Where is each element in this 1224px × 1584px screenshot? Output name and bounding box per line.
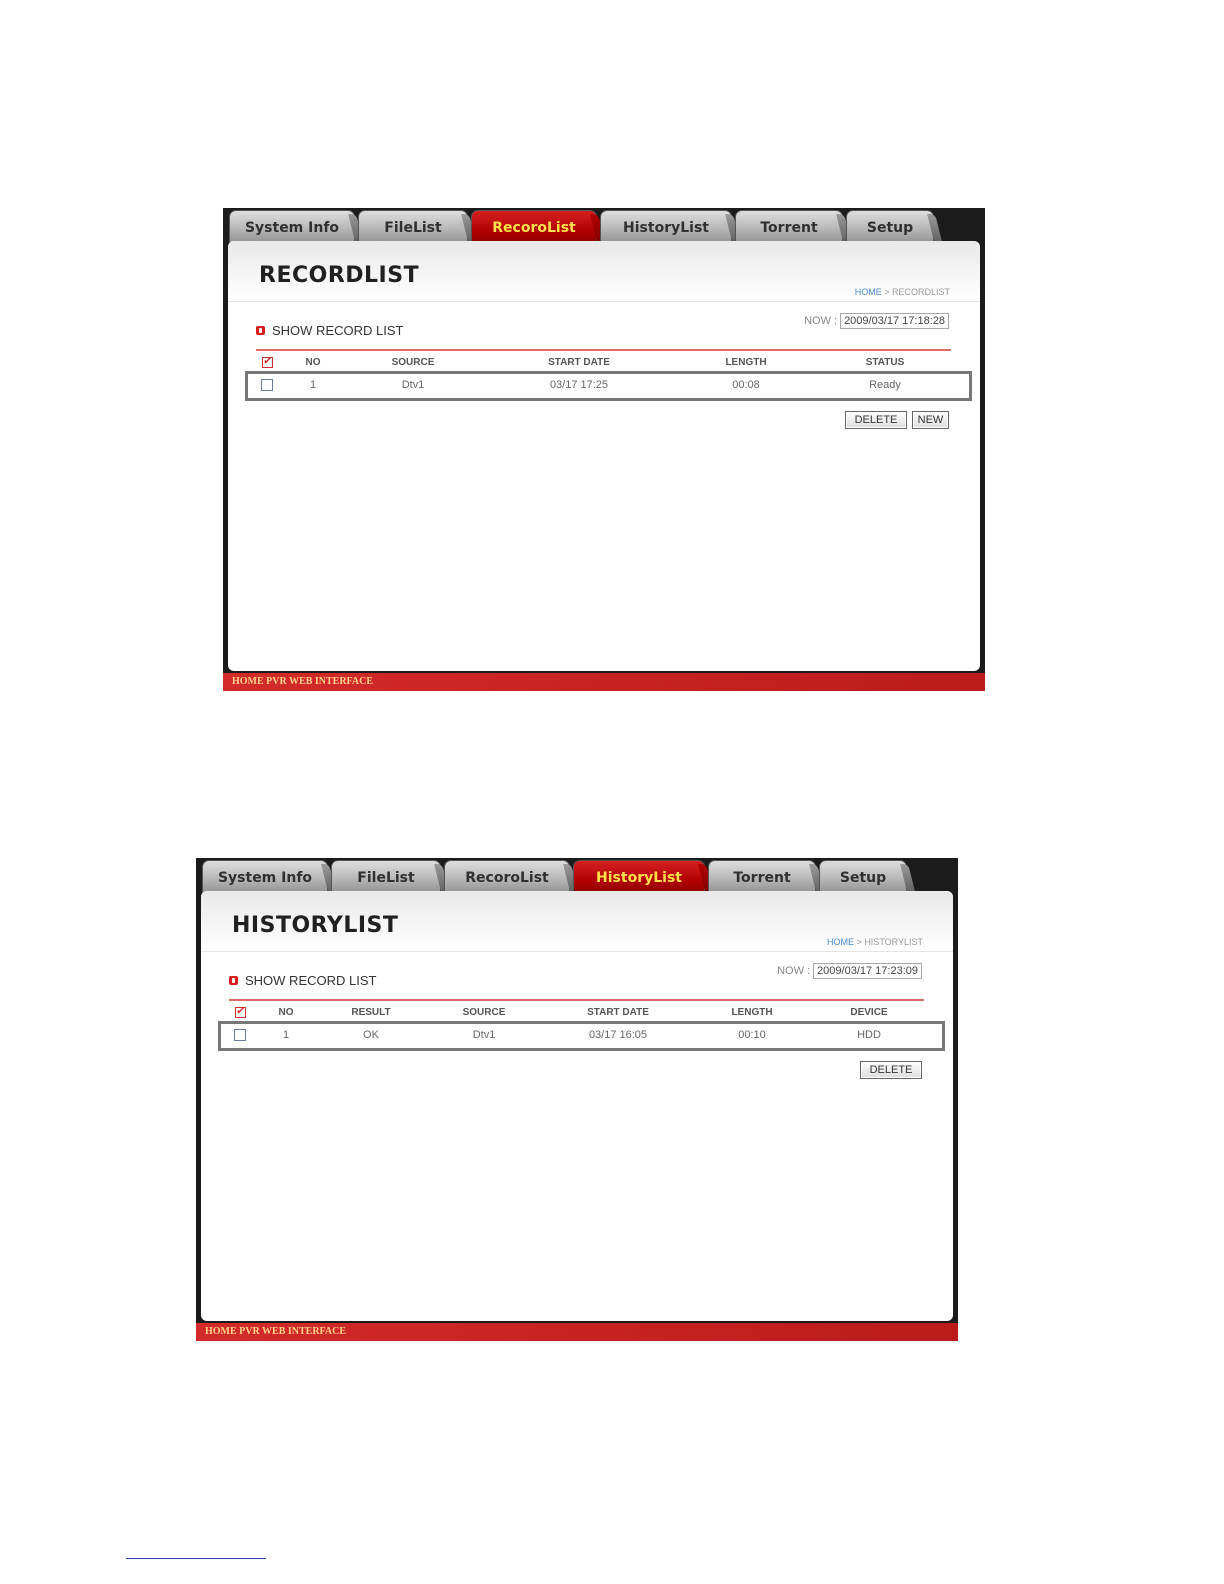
bullet-icon — [229, 976, 238, 985]
content-panel — [201, 891, 953, 1321]
col-result: RESULT — [351, 1007, 391, 1018]
breadcrumb-home-link[interactable]: HOME — [854, 287, 882, 297]
footer-bar — [223, 673, 985, 691]
tab-torrent[interactable]: Torrent — [708, 860, 816, 894]
select-all-cell — [256, 357, 278, 371]
delete-button[interactable]: DELETE — [860, 1061, 922, 1079]
now-clock — [804, 313, 949, 329]
select-all-checbox[interactable] — [235, 1007, 246, 1018]
tab-torrent[interactable]: Torrent — [735, 210, 843, 244]
cell-source: Dtv1 — [472, 1029, 496, 1041]
tab-filelist[interactable]: FileList — [331, 860, 441, 894]
cell-no: 1 — [282, 1029, 290, 1041]
col-length: LENGTH — [725, 357, 767, 368]
panel-header — [228, 241, 980, 302]
table-top-rule — [256, 349, 951, 351]
col-no: NO — [305, 357, 321, 368]
tab-system-info[interactable]: System Info — [202, 860, 328, 894]
cell-length: 00:08 — [732, 379, 760, 391]
historylist-screenshot — [196, 858, 958, 1341]
cell-source: Dtv1 — [401, 379, 425, 391]
table-row[interactable] — [229, 1029, 923, 1044]
breadcrumb — [855, 287, 950, 297]
section-title: SHOW RECORD LIST — [272, 323, 404, 338]
tab-setup[interactable]: Setup — [846, 210, 934, 244]
table-row[interactable] — [256, 379, 958, 394]
tab-recordlist[interactable]: RecoroList — [444, 860, 570, 894]
section-header — [229, 973, 376, 988]
delete-button[interactable]: DELETE — [845, 411, 907, 429]
select-all-cell — [229, 1007, 251, 1021]
row-select-cell — [256, 379, 278, 394]
tab-bar — [202, 858, 910, 894]
row-checkbox[interactable] — [234, 1029, 246, 1041]
select-all-checkbox[interactable] — [262, 357, 273, 368]
footnote-rule — [126, 1558, 266, 1559]
panel-header — [201, 891, 953, 952]
tab-bar — [229, 208, 937, 244]
cell-result: OK — [363, 1029, 379, 1041]
tab-system-info[interactable]: System Info — [229, 210, 355, 244]
now-clock — [777, 963, 922, 979]
col-status: STATUS — [865, 357, 905, 368]
col-start-date: START DATE — [548, 357, 610, 368]
now-value: 2009/03/17 17:23:09 — [813, 963, 922, 979]
section-header — [256, 323, 403, 338]
tab-historylist[interactable]: HistoryList — [600, 210, 732, 244]
cell-device: HDD — [857, 1029, 881, 1041]
row-checkbox[interactable] — [261, 379, 273, 391]
footer-bar — [196, 1323, 958, 1341]
col-device: DEVICE — [850, 1007, 888, 1018]
cell-start-date: 03/17 16:05 — [588, 1029, 648, 1041]
page-title: RECORDLIST — [259, 263, 420, 288]
table-top-rule — [229, 999, 924, 1001]
tab-setup[interactable]: Setup — [819, 860, 907, 894]
table-header — [229, 1007, 923, 1021]
cell-no: 1 — [309, 379, 317, 391]
col-start-date: START DATE — [587, 1007, 649, 1018]
col-source: SOURCE — [462, 1007, 506, 1018]
breadcrumb-current: RECORDLIST — [891, 287, 950, 297]
cell-length: 00:10 — [738, 1029, 766, 1041]
cell-status: Ready — [869, 379, 901, 391]
breadcrumb-separator: > — [854, 937, 865, 947]
breadcrumb — [827, 937, 923, 947]
now-label: NOW : — [777, 965, 811, 977]
col-source: SOURCE — [391, 357, 435, 368]
recordlist-screenshot — [223, 208, 985, 691]
footer-text: HOME PVR WEB INTERFACE — [232, 676, 374, 687]
now-label: NOW : — [804, 315, 838, 327]
col-no: NO — [278, 1007, 294, 1018]
breadcrumb-home-link[interactable]: HOME — [827, 937, 855, 947]
cell-start-date: 03/17 17:25 — [549, 379, 609, 391]
breadcrumb-current: HISTORYLIST — [864, 937, 923, 947]
section-title: SHOW RECORD LIST — [245, 973, 377, 988]
footer-text: HOME PVR WEB INTERFACE — [205, 1326, 347, 1337]
tab-historylist[interactable]: HistoryList — [573, 860, 705, 894]
table-header — [256, 357, 958, 371]
now-value: 2009/03/17 17:18:28 — [840, 313, 949, 329]
content-panel — [228, 241, 980, 671]
col-length: LENGTH — [731, 1007, 773, 1018]
new-button[interactable]: NEW — [912, 411, 949, 429]
breadcrumb-separator: > — [881, 287, 892, 297]
row-select-cell — [229, 1029, 251, 1044]
tab-filelist[interactable]: FileList — [358, 210, 468, 244]
page-title: HISTORYLIST — [232, 913, 399, 938]
tab-recordlist[interactable]: RecoroList — [471, 210, 597, 244]
bullet-icon — [256, 326, 265, 335]
